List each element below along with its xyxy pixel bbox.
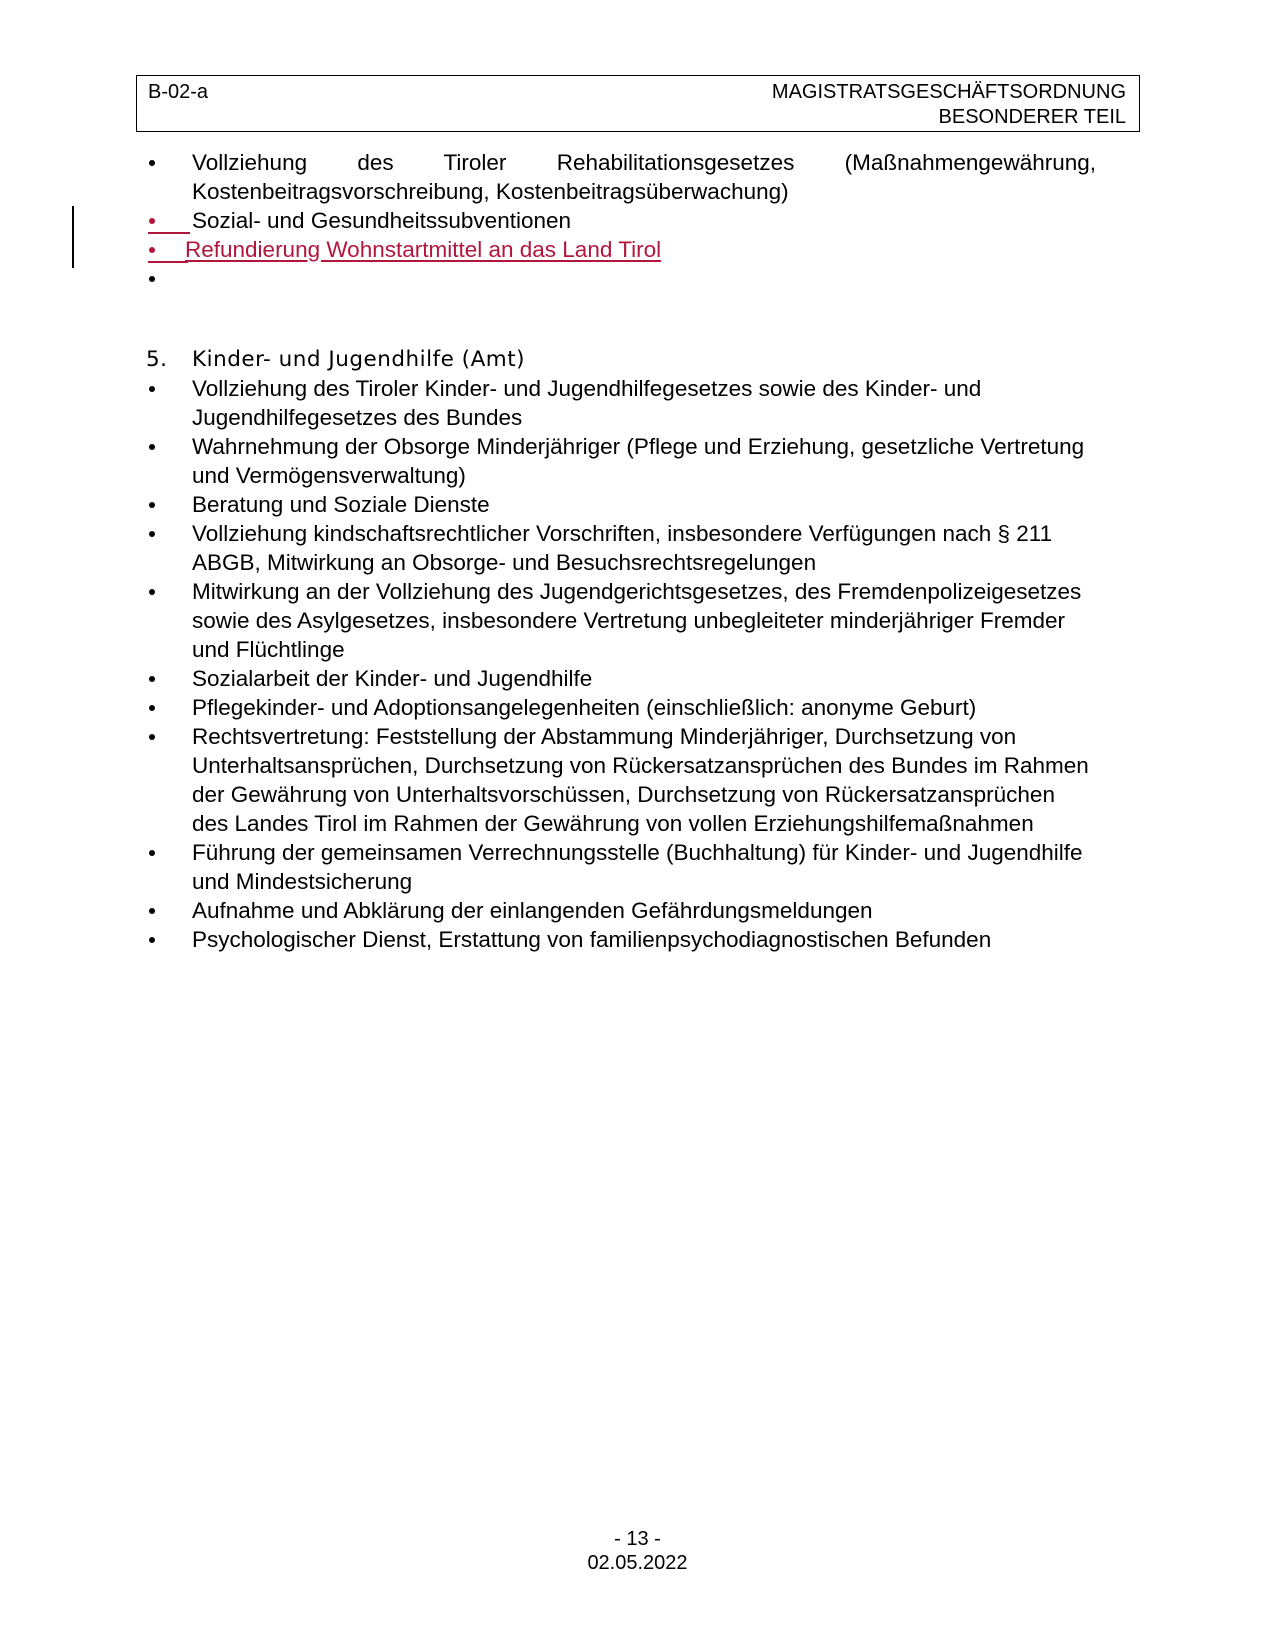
- list-item: [146, 432, 1096, 490]
- document-body: [146, 148, 1096, 954]
- revision-change-bar: [72, 206, 74, 268]
- footer-date: 02.05.2022: [587, 1552, 688, 1574]
- list-item: [146, 693, 1096, 722]
- list-item: [146, 896, 1096, 925]
- header-title-line2: BESONDERER TEIL: [938, 106, 1126, 128]
- list-item: [146, 664, 1096, 693]
- bullet-icon: [146, 490, 192, 519]
- list-item-text: Beratung und Soziale Dienste: [192, 492, 490, 517]
- list-item: [146, 925, 1096, 954]
- bullet-icon: [146, 374, 192, 403]
- list-item-text: Aufnahme und Abklärung der einlangenden Gefährdungsmeldungen: [192, 898, 873, 923]
- list-item-text: Mitwirkung an der Vollziehung des Jugendgerichtsgesetzes, des Fremdenpolizeigesetzes sowie des Asylgesetzes, insbesondere Vertretung unbegleiteter minderjähriger Fremder und Flüchtlinge: [192, 579, 1082, 662]
- doc-code: B-02-a: [148, 81, 209, 103]
- revision-underline: [148, 232, 190, 234]
- bullet-icon: [146, 664, 192, 693]
- list-item: [146, 838, 1096, 896]
- bullet-icon: [146, 693, 192, 722]
- bullet-icon: [146, 206, 192, 235]
- bullet-icon: [146, 148, 192, 177]
- list-item-text: Refundierung Wohnstartmittel an das Land Tirol: [185, 237, 662, 262]
- list-item: [146, 722, 1096, 838]
- list-item-text: Sozialarbeit der Kinder- und Jugendhilfe: [192, 666, 593, 691]
- list-item-text: Sozial- und Gesundheitssubventionen: [192, 208, 572, 233]
- bullet-icon: [146, 838, 192, 867]
- section-number: 5.: [146, 347, 168, 372]
- list-item-inserted: [146, 235, 1096, 264]
- list-item-text: Pflegekinder- und Adoptionsangelegenheiten (einschließlich: anonyme Geburt): [192, 695, 977, 720]
- bullet-icon: [146, 722, 192, 751]
- bullet-icon: [146, 519, 192, 548]
- list-item-text: Wahrnehmung der Obsorge Minderjähriger (Pflege und Erziehung, gesetzliche Vertretung und Vermögensverwaltung): [192, 434, 1085, 488]
- list-item-text: Führung der gemeinsamen Verrechnungsstelle (Buchhaltung) für Kinder- und Jugendhilfe und Mindestsicherung: [192, 840, 1083, 894]
- list-item: [146, 519, 1096, 577]
- list-item: [146, 374, 1096, 432]
- revision-underline: [148, 261, 188, 263]
- list-item-text: Vollziehung des Tiroler Kinder- und Jugendhilfegesetzes sowie des Kinder- und Jugendhilfegesetzes des Bundes: [192, 376, 982, 430]
- list-item-revised: [146, 206, 1096, 235]
- page-number: - 13 -: [614, 1528, 661, 1550]
- list-item-text: Rechtsvertretung: Feststellung der Abstammung Minderjähriger, Durchsetzung von Unterhaltsansprüchen, Durchsetzung von Rückersatzansprüchen des Bundes im Rahmen der Gewährung von Unterhaltsvorschüssen, Durchsetzung von Rückersatzansprüchen des Landes Tirol im Rahmen der Gewährung von vollen Erziehungshilfemaßnahmen: [192, 724, 1089, 836]
- list-item: [146, 148, 1096, 206]
- bullet-icon: [146, 264, 192, 293]
- bullet-icon: [146, 432, 192, 461]
- page-footer: [0, 1527, 1275, 1575]
- section-heading: [146, 345, 1096, 374]
- bullet-icon: [146, 925, 192, 954]
- bullet-icon: [146, 896, 192, 925]
- list-item: [146, 490, 1096, 519]
- list-item-text: Vollziehung kindschaftsrechtlicher Vorschriften, insbesondere Verfügungen nach § 211 ABGB, Mitwirkung an Obsorge- und Besuchsrechtsregelungen: [192, 521, 1053, 575]
- list-item-text: Psychologischer Dienst, Erstattung von familienpsychodiagnostischen Befunden: [192, 927, 992, 952]
- list-item: [146, 577, 1096, 664]
- section-title: Kinder- und Jugendhilfe (Amt): [192, 347, 526, 372]
- list-item-empty: [146, 264, 1096, 293]
- header-title: [772, 80, 1126, 130]
- bullet-icon: [146, 577, 192, 606]
- page-header: [136, 75, 1140, 132]
- header-title-line1: MAGISTRATSGESCHÄFTSORDNUNG: [771, 81, 1126, 103]
- list-item-text: Vollziehung des Tiroler Rehabilitationsgesetzes (Maßnahmengewährung, Kostenbeitragsvorschreibung, Kostenbeitragsüberwachung): [192, 150, 1096, 204]
